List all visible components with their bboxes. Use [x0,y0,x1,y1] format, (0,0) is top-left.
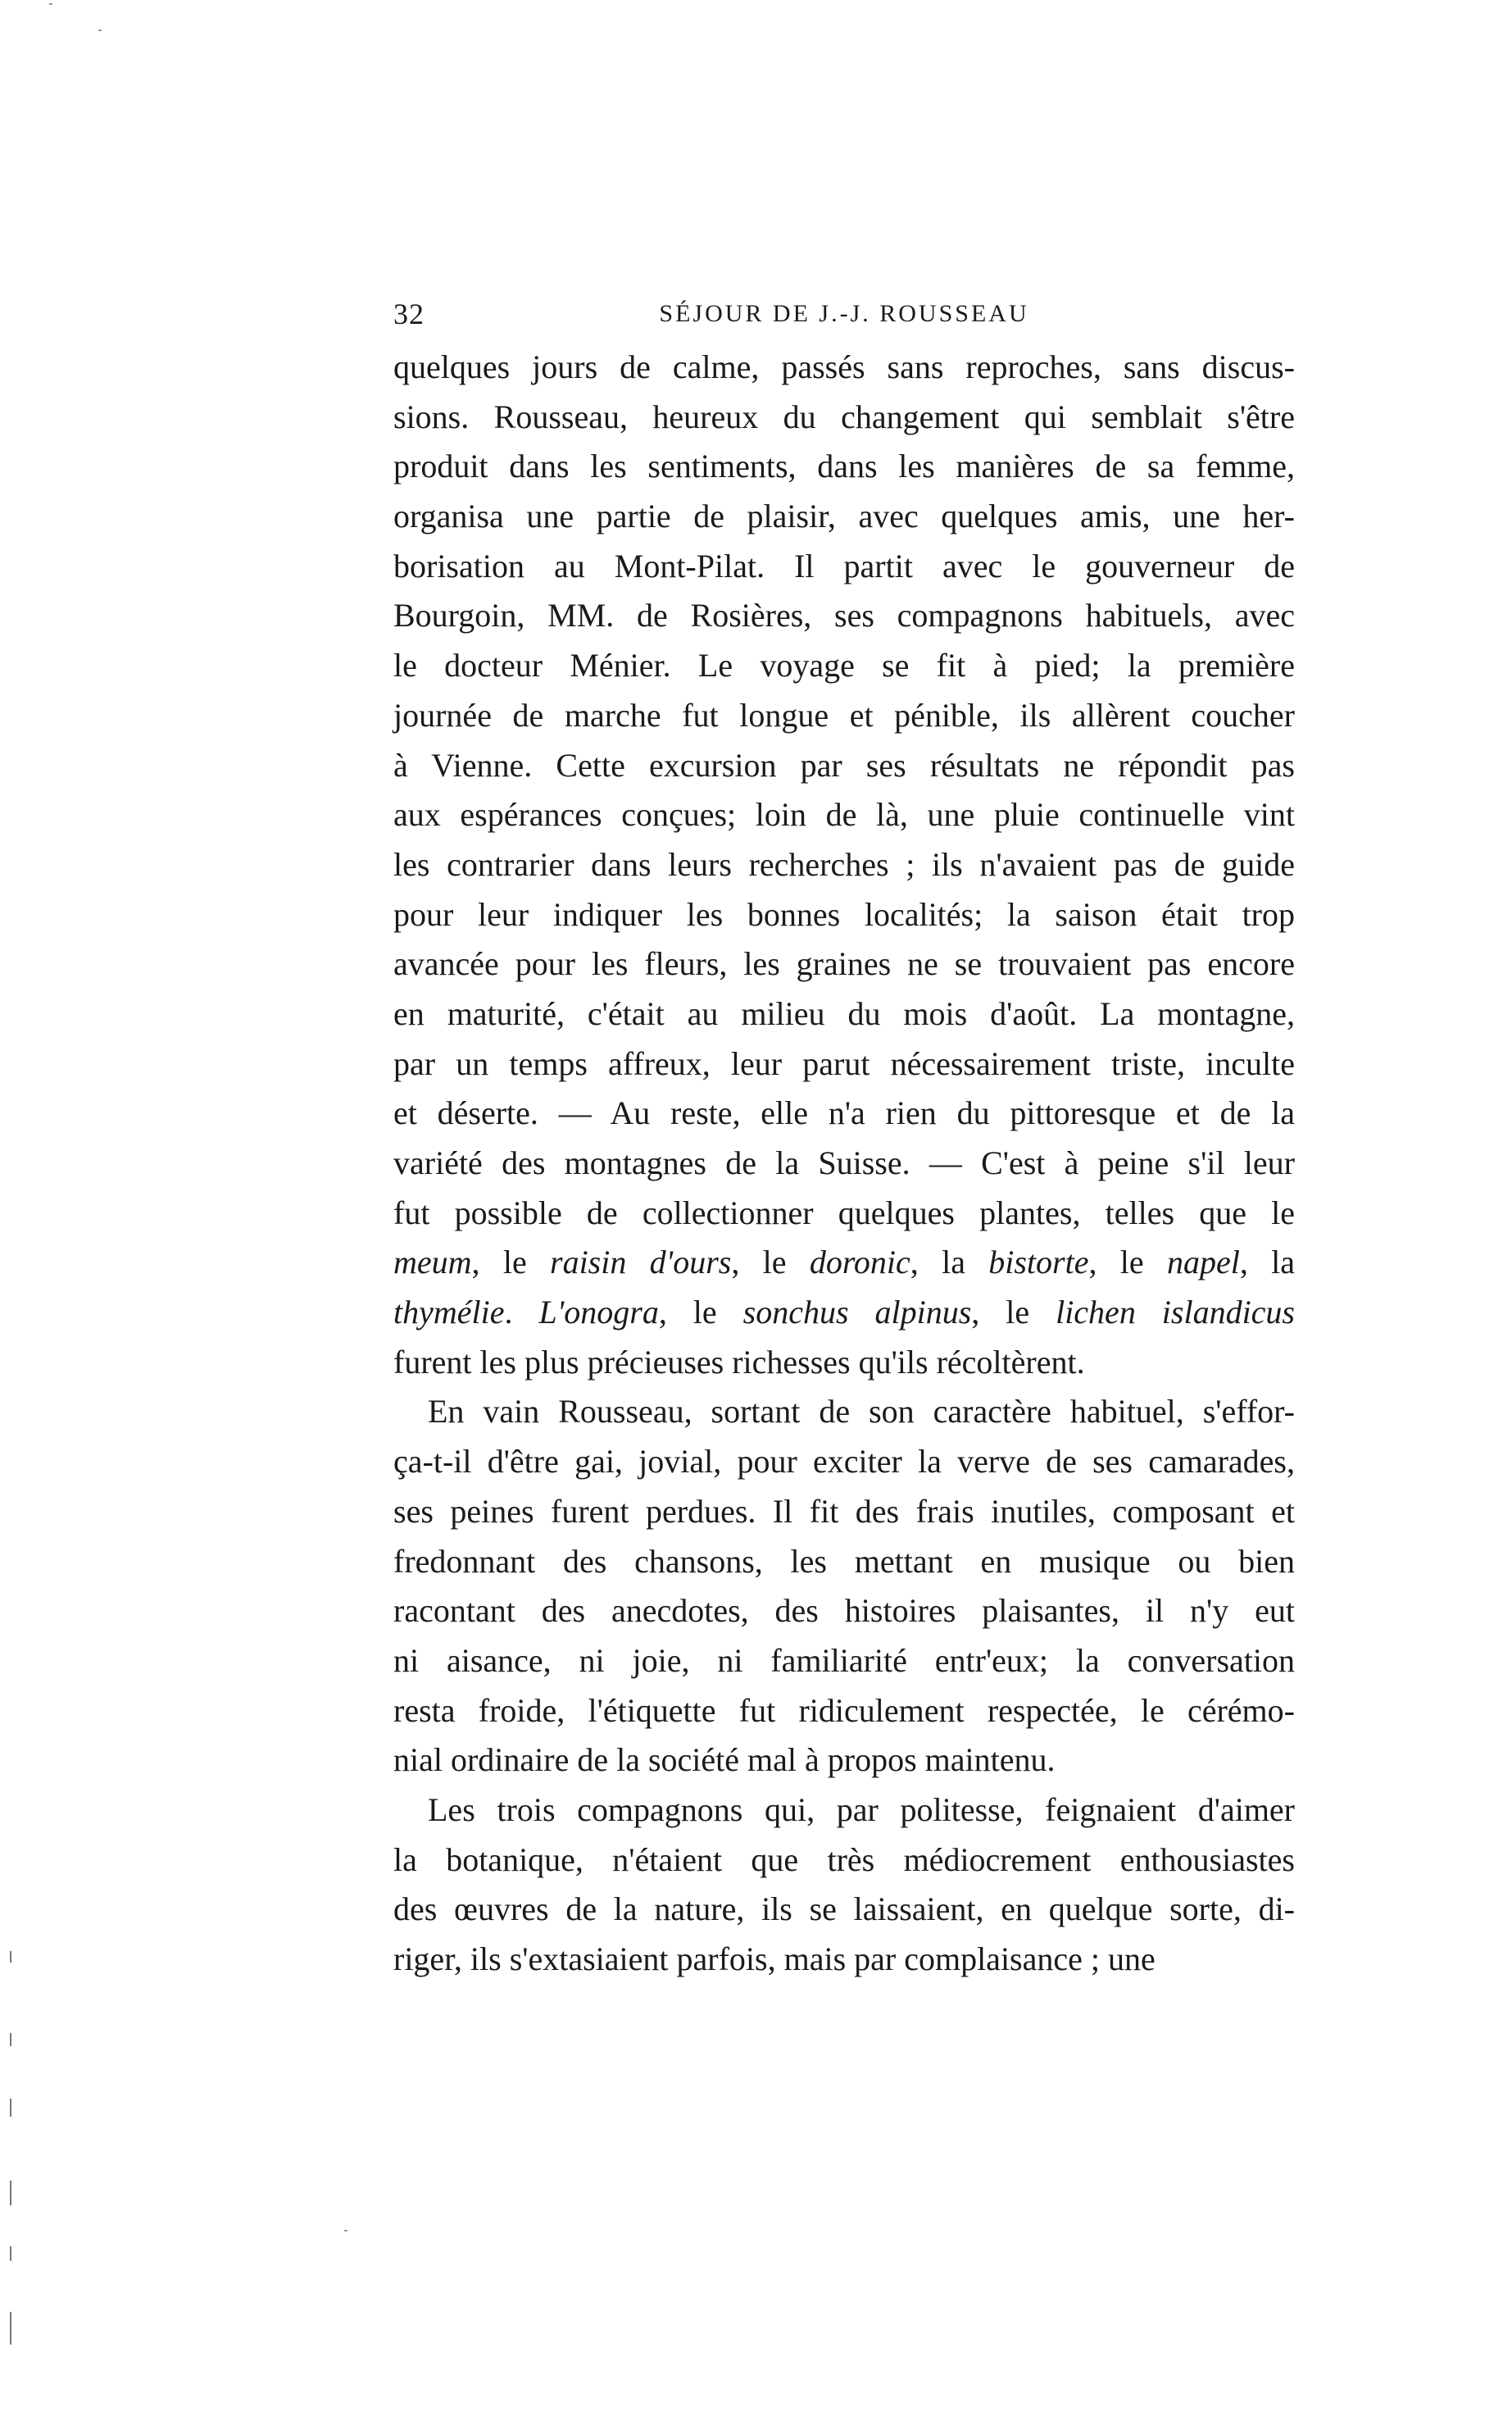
text-run: variété des montagnes de la Suisse. — C'est à peine s'il leur [393,1144,1295,1181]
italic-term: thymélie [393,1294,505,1331]
text-run: , le [731,1244,810,1281]
text-line [393,393,1295,443]
text-line [393,691,1295,741]
italic-term: lichen islandicus [1056,1294,1295,1331]
scan-mark [10,2312,11,2345]
text-run: les contrarier dans leurs recherches ; ils n'avaient pas de guide [393,845,1295,883]
text-line [393,840,1295,890]
text-run: racontant des anecdotes, des histoires plaisantes, il n'y eut [393,1592,1295,1630]
text-run: par un temps affreux, leur parut nécessairement triste, inculte [393,1044,1295,1082]
italic-term: raisin d'ours [550,1244,732,1281]
text-line [393,1586,1295,1636]
text-run: furent les plus précieuses richesses qu'ils récoltèrent. [393,1343,1085,1381]
paragraph [393,1387,1295,1785]
text-run: , la [1239,1244,1295,1281]
scan-speck [98,30,102,31]
text-run: pour leur indiquer les bonnes localités; la saison était trop [393,895,1295,933]
text-line [393,1437,1295,1487]
text-run: , le [1088,1244,1167,1281]
text-run: ça-t-il d'être gai, jovial, pour exciter la verve de ses camarades, [393,1443,1295,1481]
text-line [393,790,1295,840]
text-run: des œuvres de la nature, ils se laissaient, en quelque sorte, di- [393,1890,1295,1928]
text-line [393,1039,1295,1089]
text-run: , le [471,1244,550,1281]
text-line [393,1636,1295,1686]
text-line [393,542,1295,592]
running-head [393,297,1295,338]
scan-mark [10,2033,11,2046]
page-number: 32 [393,298,425,330]
italic-term: L'onogra [538,1294,659,1331]
text-run: , le [971,1294,1056,1331]
text-run: en maturité, c'était au milieu du mois d'août. La montagne, [393,994,1295,1032]
scan-mark [10,2181,11,2205]
text-run: sions. Rousseau, heureux du changement qui semblait s'être [393,398,1295,435]
text-line [393,939,1295,989]
text-run: produit dans les sentiments, dans les manières de sa femme, [393,448,1295,485]
italic-term: napel [1166,1244,1240,1281]
text-run: la botanique, n'étaient que très médiocrement enthousiastes [393,1840,1295,1878]
text-line [393,591,1295,641]
text-line [393,890,1295,940]
text-line [393,1189,1295,1239]
text-run: journée de marche fut longue et pénible, ils allèrent coucher [393,696,1295,734]
italic-term: doronic [809,1244,910,1281]
text-run: ses peines furent perdues. Il fit des frais inutiles, composant et [393,1492,1295,1530]
text-run: borisation au Mont-Pilat. Il partit avec le gouverneur de [393,547,1295,585]
text-line [393,1537,1295,1587]
text-line [393,1139,1295,1189]
text-line [393,1288,1295,1338]
text-run: Bourgoin, MM. de Rosières, ses compagnons habituels, avec [393,597,1295,635]
text-line [393,1935,1295,1985]
text-run: nial ordinaire de la société mal à propos maintenu. [393,1741,1056,1779]
text-line [393,492,1295,542]
text-line [393,741,1295,791]
running-title: SÉJOUR DE J.-J. ROUSSEAU [659,300,1029,327]
text-run: . [504,1294,539,1331]
text-run: le docteur Ménier. Le voyage se fit à pied; la première [393,647,1295,685]
paragraph [393,1785,1295,1985]
italic-term: sonchus alpinus [742,1294,972,1331]
scan-mark [10,1951,11,1963]
text-line [393,1785,1295,1835]
text-run: ni aisance, ni joie, ni familiarité entr'eux; la conversation [393,1641,1295,1679]
paragraph [393,343,1295,1387]
text-run: En vain Rousseau, sortant de son caractère habituel, s'effor- [428,1393,1295,1431]
text-line [393,989,1295,1039]
text-line [393,1835,1295,1886]
text-run: fredonnant des chansons, les mettant en musique ou bien [393,1542,1295,1580]
text-run: quelques jours de calme, passés sans reproches, sans discus- [393,348,1295,385]
scan-mark [10,2099,11,2117]
text-line [393,1487,1295,1537]
text-line [393,1387,1295,1437]
body-text [393,343,1295,1985]
text-line [393,1885,1295,1935]
text-run: aux espérances conçues; loin de là, une pluie continuelle vint [393,796,1295,834]
text-line [393,1338,1295,1388]
text-line [393,1735,1295,1785]
scan-speck [49,3,52,5]
scan-mark [10,2246,11,2261]
italic-term: bistorte [988,1244,1089,1281]
text-run: et déserte. — Au reste, elle n'a rien du pittoresque et de la [393,1094,1295,1132]
text-run: riger, ils s'extasiaient parfois, mais par complaisance ; une [393,1940,1156,1977]
text-line [393,641,1295,691]
text-run: Les trois compagnons qui, par politesse, feignaient d'aimer [428,1790,1295,1828]
text-run: , le [658,1294,743,1331]
text-run: à Vienne. Cette excursion par ses résultats ne répondit pas [393,746,1295,784]
text-line [393,1686,1295,1736]
scan-speck [344,2230,347,2231]
text-line [393,1089,1295,1139]
text-run: organisa une partie de plaisir, avec quelques amis, une her- [393,498,1295,535]
text-line [393,343,1295,393]
text-run: resta froide, l'étiquette fut ridiculement respectée, le cérémo- [393,1691,1295,1729]
text-run: avancée pour les fleurs, les graines ne se trouvaient pas encore [393,945,1295,983]
text-line [393,1238,1295,1288]
text-run: fut possible de collectionner quelques plantes, telles que le [393,1194,1295,1231]
italic-term: meum [393,1244,472,1281]
text-line [393,442,1295,492]
text-run: , la [910,1244,989,1281]
